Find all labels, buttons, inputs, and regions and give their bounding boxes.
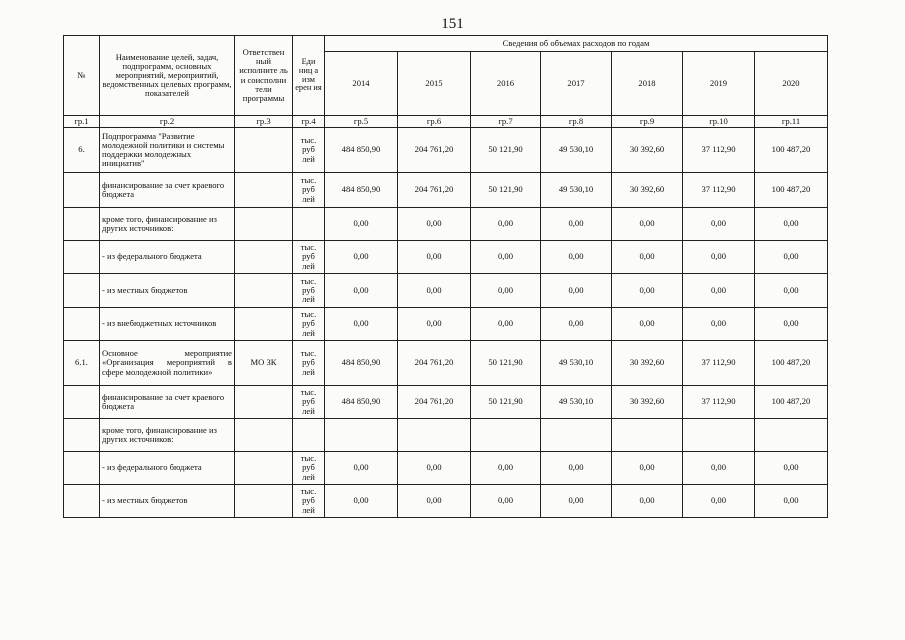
group-label: гр.3 — [235, 116, 293, 128]
table-row — [64, 386, 828, 419]
row-value: 204 761,20 — [398, 341, 471, 386]
row-value: 0,00 — [325, 485, 398, 518]
row-number — [64, 386, 100, 419]
row-value: 0,00 — [471, 274, 541, 308]
row-value: 100 487,20 — [755, 128, 828, 173]
header-responsible: Ответствен ный исполните ль и соисполни тели программы — [235, 36, 293, 116]
row-value: 0,00 — [755, 241, 828, 274]
header-year: 2018 — [612, 52, 683, 116]
row-value: 0,00 — [398, 208, 471, 241]
row-value: 0,00 — [471, 308, 541, 341]
row-responsible — [235, 485, 293, 518]
group-label: гр.6 — [398, 116, 471, 128]
row-value: 0,00 — [612, 274, 683, 308]
table-row — [64, 419, 828, 452]
row-value: 0,00 — [325, 308, 398, 341]
header-year: 2014 — [325, 52, 398, 116]
row-responsible — [235, 128, 293, 173]
group-label: гр.11 — [755, 116, 828, 128]
header-year: 2020 — [755, 52, 828, 116]
header-year: 2017 — [541, 52, 612, 116]
row-value: 0,00 — [683, 308, 755, 341]
row-value: 0,00 — [471, 208, 541, 241]
row-unit: тыс. руб лей — [293, 341, 325, 386]
header-name: Наименование целей, задач, подпрограмм, основных мероприятий, мероприятий, ведомственных целевых программ, показателей — [100, 36, 235, 116]
row-number — [64, 241, 100, 274]
row-value: 204 761,20 — [398, 386, 471, 419]
row-value: 0,00 — [325, 452, 398, 485]
row-unit: тыс. руб лей — [293, 274, 325, 308]
row-value: 0,00 — [398, 241, 471, 274]
row-value: 30 392,60 — [612, 173, 683, 208]
group-label: гр.7 — [471, 116, 541, 128]
row-value: 50 121,90 — [471, 173, 541, 208]
row-value: 0,00 — [755, 274, 828, 308]
row-value: 0,00 — [541, 274, 612, 308]
row-value: 0,00 — [683, 452, 755, 485]
table-row — [64, 452, 828, 485]
row-value: 0,00 — [683, 485, 755, 518]
row-value: 0,00 — [541, 241, 612, 274]
table-row — [64, 173, 828, 208]
row-responsible — [235, 241, 293, 274]
row-value: 100 487,20 — [755, 341, 828, 386]
row-number — [64, 452, 100, 485]
group-label: гр.1 — [64, 116, 100, 128]
row-value: 49 530,10 — [541, 341, 612, 386]
row-value: 204 761,20 — [398, 173, 471, 208]
row-value: 0,00 — [541, 208, 612, 241]
row-responsible — [235, 173, 293, 208]
row-name: - из местных бюджетов — [100, 485, 235, 518]
row-value: 50 121,90 — [471, 128, 541, 173]
row-responsible — [235, 208, 293, 241]
row-value: 49 530,10 — [541, 386, 612, 419]
row-value: 0,00 — [612, 308, 683, 341]
row-value — [398, 419, 471, 452]
group-label: гр.10 — [683, 116, 755, 128]
row-unit: тыс. руб лей — [293, 485, 325, 518]
row-value: 0,00 — [755, 308, 828, 341]
group-label: гр.9 — [612, 116, 683, 128]
table-row — [64, 208, 828, 241]
row-value: 0,00 — [541, 485, 612, 518]
row-value: 0,00 — [612, 485, 683, 518]
row-unit: тыс. руб лей — [293, 128, 325, 173]
row-name: - из внебюджетных источников — [100, 308, 235, 341]
row-number: 6.1. — [64, 341, 100, 386]
row-responsible — [235, 274, 293, 308]
row-value: 0,00 — [612, 452, 683, 485]
table-row — [64, 241, 828, 274]
row-value: 37 112,90 — [683, 173, 755, 208]
row-value: 30 392,60 — [612, 386, 683, 419]
row-number — [64, 419, 100, 452]
header-num: № — [64, 36, 100, 116]
row-value: 0,00 — [398, 452, 471, 485]
row-value: 49 530,10 — [541, 128, 612, 173]
row-value: 37 112,90 — [683, 386, 755, 419]
row-value: 0,00 — [398, 274, 471, 308]
row-value: 30 392,60 — [612, 341, 683, 386]
row-value — [541, 419, 612, 452]
row-value: 0,00 — [755, 208, 828, 241]
row-name: - из федерального бюджета — [100, 241, 235, 274]
row-value: 0,00 — [398, 308, 471, 341]
row-value: 484 850,90 — [325, 386, 398, 419]
row-value: 0,00 — [541, 308, 612, 341]
row-value: 0,00 — [612, 208, 683, 241]
row-responsible: МО ЗК — [235, 341, 293, 386]
row-number — [64, 173, 100, 208]
row-number — [64, 208, 100, 241]
group-label: гр.2 — [100, 116, 235, 128]
table-row — [64, 485, 828, 518]
row-value: 49 530,10 — [541, 173, 612, 208]
row-value: 0,00 — [612, 241, 683, 274]
row-value: 37 112,90 — [683, 128, 755, 173]
row-unit: тыс. руб лей — [293, 173, 325, 208]
row-unit — [293, 419, 325, 452]
row-name: - из местных бюджетов — [100, 274, 235, 308]
row-name: кроме того, финансирование из других источников: — [100, 208, 235, 241]
row-number — [64, 274, 100, 308]
header-year: 2016 — [471, 52, 541, 116]
row-value: 0,00 — [755, 452, 828, 485]
row-unit: тыс. руб лей — [293, 386, 325, 419]
row-value: 204 761,20 — [398, 128, 471, 173]
row-value: 0,00 — [541, 452, 612, 485]
row-value: 484 850,90 — [325, 341, 398, 386]
row-unit: тыс. руб лей — [293, 308, 325, 341]
row-value: 50 121,90 — [471, 341, 541, 386]
row-value — [755, 419, 828, 452]
row-value: 0,00 — [471, 241, 541, 274]
row-value: 30 392,60 — [612, 128, 683, 173]
table-row — [64, 308, 828, 341]
group-label: гр.4 — [293, 116, 325, 128]
row-value: 0,00 — [325, 208, 398, 241]
row-value: 0,00 — [325, 274, 398, 308]
row-value — [683, 419, 755, 452]
row-unit: тыс. руб лей — [293, 241, 325, 274]
row-unit — [293, 208, 325, 241]
row-value — [471, 419, 541, 452]
row-name: финансирование за счет краевого бюджета — [100, 386, 235, 419]
row-value: 0,00 — [471, 452, 541, 485]
header-year: 2019 — [683, 52, 755, 116]
header-year: 2015 — [398, 52, 471, 116]
header-row-top — [64, 36, 828, 52]
row-responsible — [235, 308, 293, 341]
row-name: Основное мероприятие «Организация мероприятий в сфере молодежной политики» — [100, 341, 235, 386]
row-responsible — [235, 419, 293, 452]
row-value: 50 121,90 — [471, 386, 541, 419]
row-name: Подпрограмма "Развитие молодежной политики и системы поддержки молодежных инициатив" — [100, 128, 235, 173]
row-value: 484 850,90 — [325, 173, 398, 208]
row-value: 0,00 — [683, 274, 755, 308]
row-value: 0,00 — [683, 208, 755, 241]
row-name: - из федерального бюджета — [100, 452, 235, 485]
row-value: 100 487,20 — [755, 173, 828, 208]
table-row — [64, 274, 828, 308]
budget-table — [63, 35, 828, 518]
row-value: 0,00 — [325, 241, 398, 274]
row-value: 37 112,90 — [683, 341, 755, 386]
group-number-row — [64, 116, 828, 128]
row-value — [325, 419, 398, 452]
row-unit: тыс. руб лей — [293, 452, 325, 485]
row-value: 0,00 — [398, 485, 471, 518]
row-responsible — [235, 386, 293, 419]
group-label: гр.8 — [541, 116, 612, 128]
row-value: 0,00 — [683, 241, 755, 274]
row-number — [64, 308, 100, 341]
row-value: 0,00 — [471, 485, 541, 518]
table-row — [64, 341, 828, 386]
row-name: финансирование за счет краевого бюджета — [100, 173, 235, 208]
row-number: 6. — [64, 128, 100, 173]
header-expenses: Сведения об объемах расходов по годам — [325, 36, 828, 52]
header-unit: Еди ниц а изм ерен ия — [293, 36, 325, 116]
page-number: 151 — [441, 16, 464, 32]
table-row — [64, 128, 828, 173]
row-value: 100 487,20 — [755, 386, 828, 419]
row-value: 0,00 — [755, 485, 828, 518]
row-value — [612, 419, 683, 452]
row-number — [64, 485, 100, 518]
row-value: 484 850,90 — [325, 128, 398, 173]
row-responsible — [235, 452, 293, 485]
row-name: кроме того, финансирование из других источников: — [100, 419, 235, 452]
group-label: гр.5 — [325, 116, 398, 128]
